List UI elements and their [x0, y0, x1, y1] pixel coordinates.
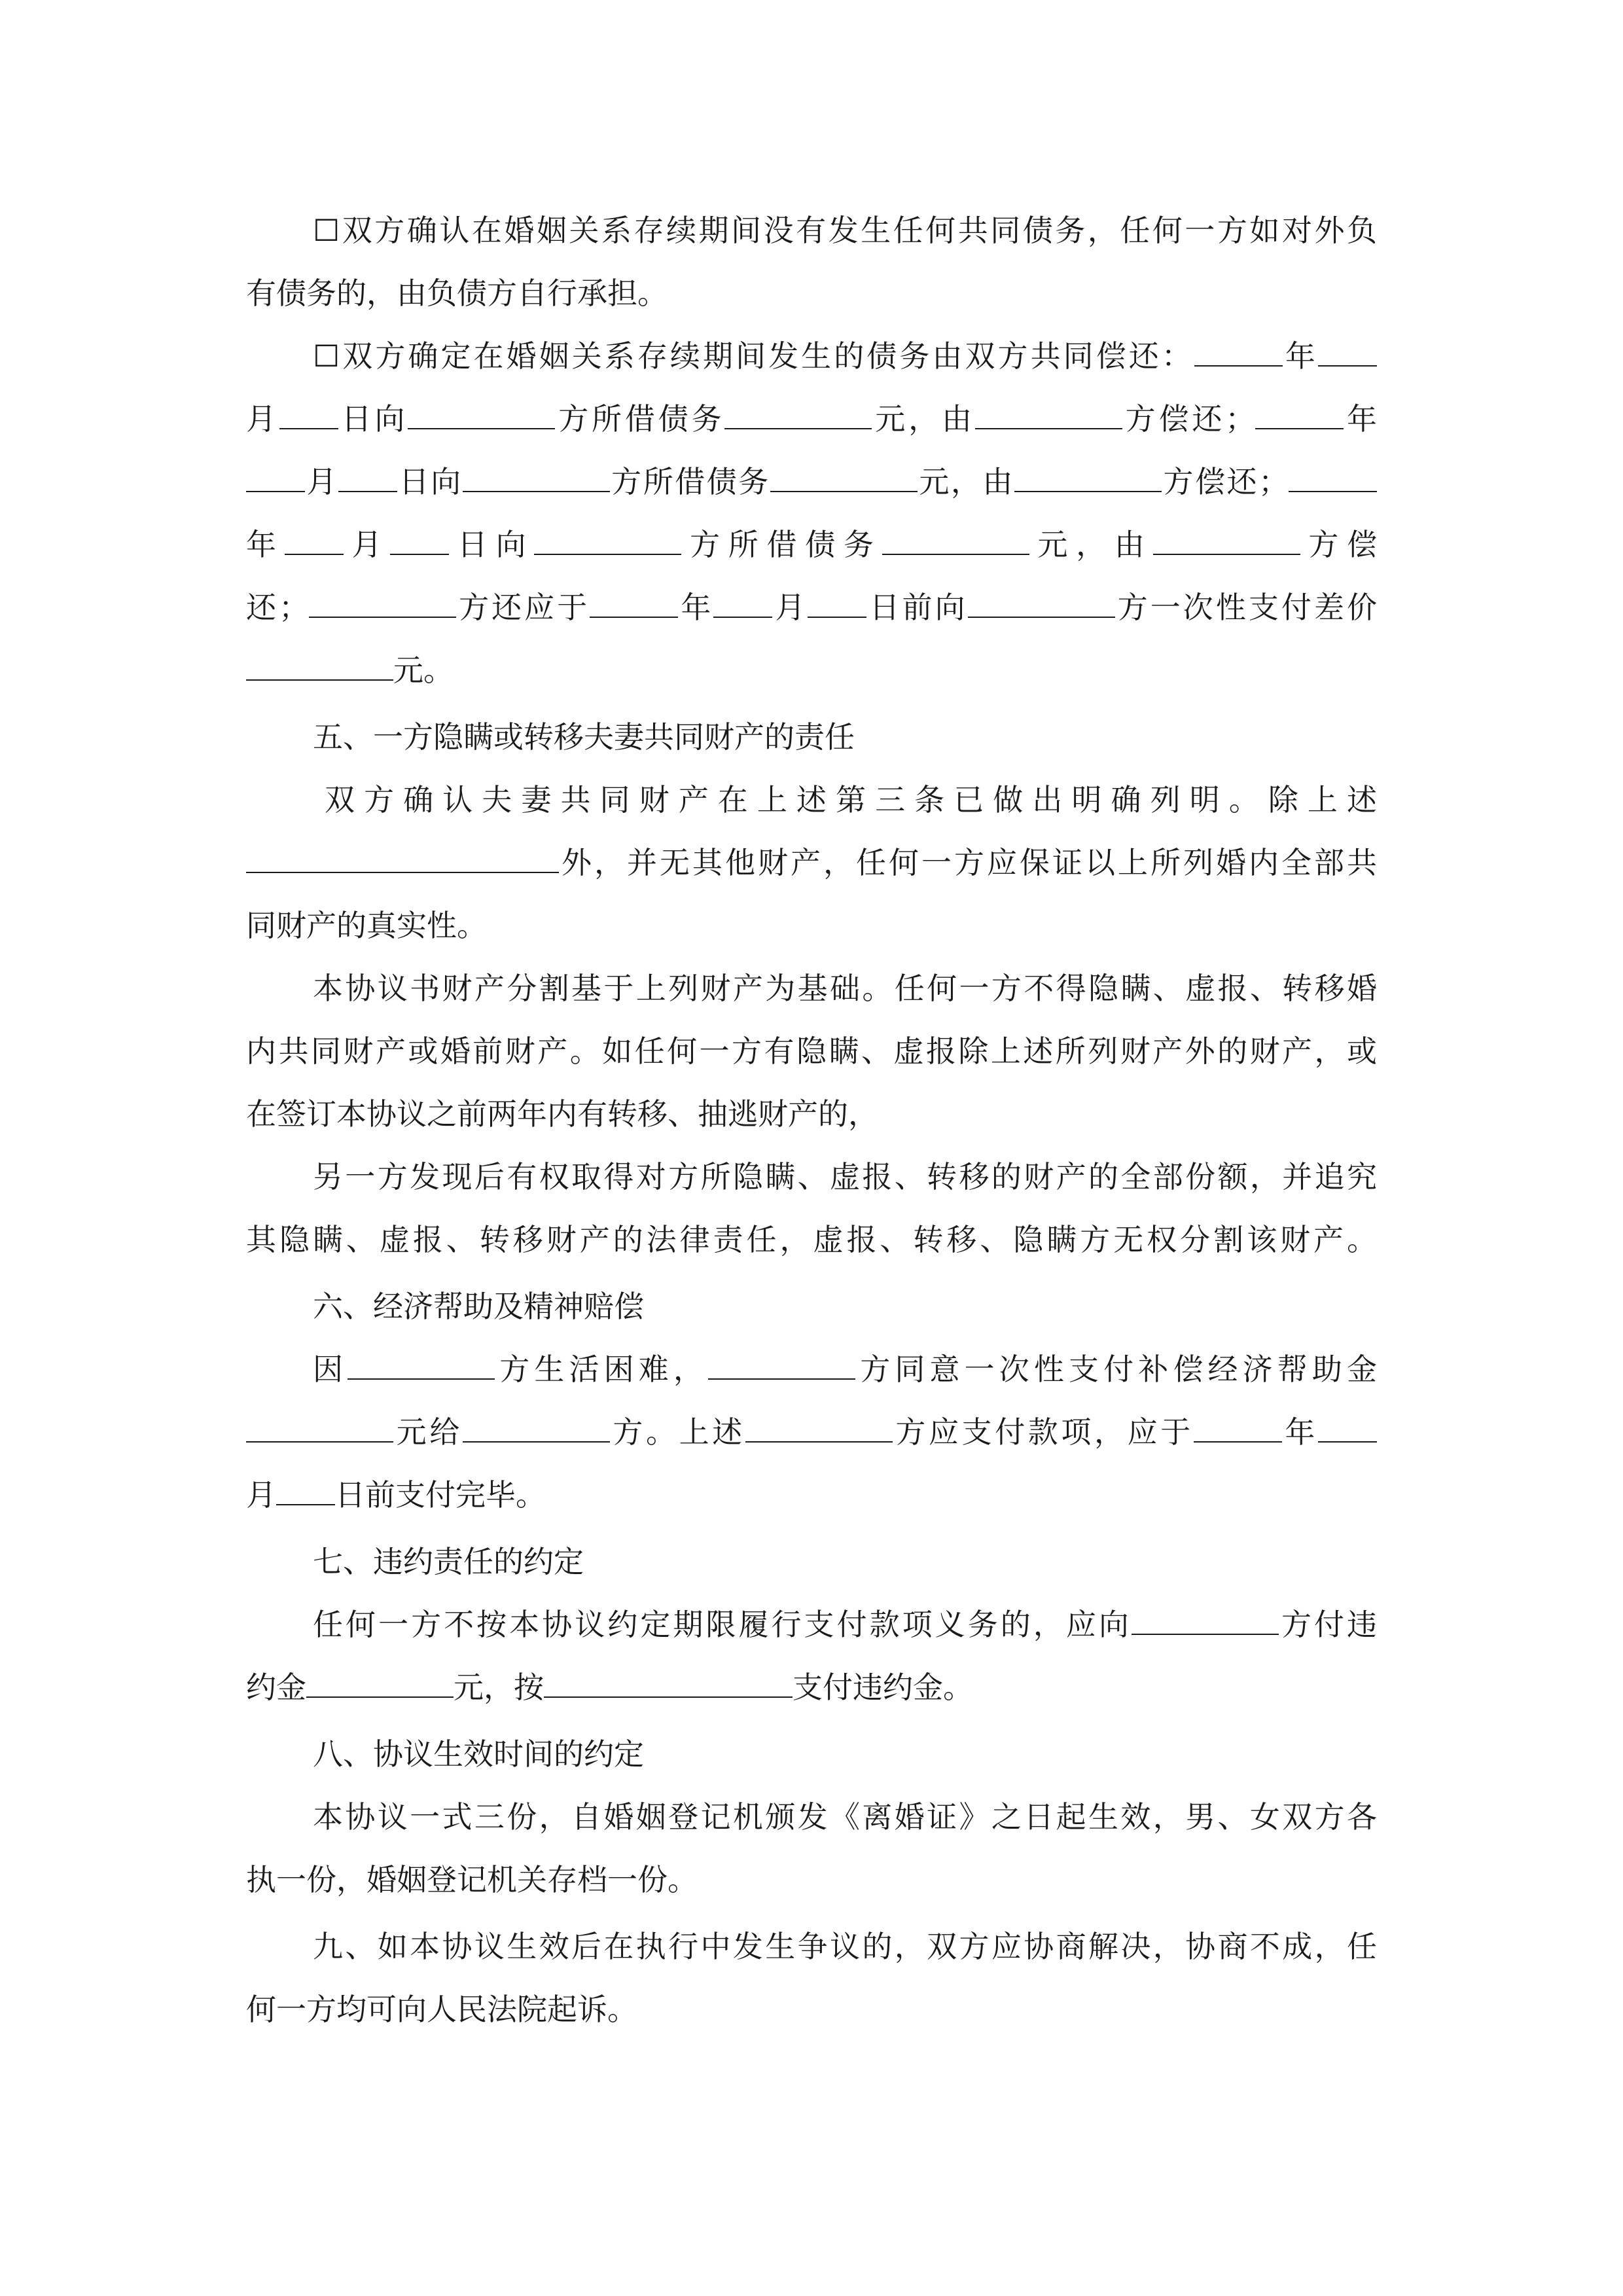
- section5-heading: 五、一方隐瞒或转移夫妻共同财产的责任: [313, 719, 855, 755]
- blank-items[interactable]: [246, 843, 559, 873]
- para2-line3: 月 日向 方所借债务 元，由 方偿还；: [246, 462, 1377, 501]
- blank-party[interactable]: [1132, 1605, 1279, 1635]
- blank-day[interactable]: [808, 588, 866, 618]
- blank-party[interactable]: [348, 1350, 495, 1380]
- blank-year[interactable]: [1289, 462, 1377, 492]
- section7-heading: 七、违约责任的约定: [313, 1544, 584, 1579]
- section6-line1: 因 方生活困难， 方同意一次性支付补偿经济帮助金: [313, 1350, 1377, 1389]
- blank-lender[interactable]: [408, 399, 555, 429]
- blank-month[interactable]: [246, 462, 305, 492]
- section8-line2: 执一份，婚姻登记机关存档一份。: [246, 1862, 698, 1897]
- para2-line6: 元。: [246, 651, 1377, 690]
- blank-amount[interactable]: [770, 462, 918, 492]
- section6-line2: 元给 方。上述 方应支付款项，应于 年: [246, 1412, 1377, 1452]
- blank-year[interactable]: [1194, 336, 1283, 367]
- blank-rate[interactable]: [544, 1668, 793, 1698]
- para1-line1: ☐双方确认在婚姻关系存续期间没有发生任何共同债务，任何一方如对外负: [313, 213, 1377, 248]
- blank-lender[interactable]: [534, 525, 681, 555]
- blank-amount[interactable]: [246, 651, 393, 681]
- para1-line2: 有债务的，由负债方自行承担。: [246, 276, 668, 311]
- blank-party[interactable]: [463, 1412, 610, 1443]
- blank-day[interactable]: [338, 462, 397, 492]
- blank-amount[interactable]: [724, 399, 872, 429]
- section5-p3-line2: 其隐瞒、虚报、转移财产的法律责任，虚报、转移、隐瞒方无权分割该财产。: [246, 1222, 1377, 1257]
- blank-party[interactable]: [968, 588, 1115, 618]
- blank-party[interactable]: [309, 588, 456, 618]
- blank-amount[interactable]: [882, 525, 1029, 555]
- blank-day[interactable]: [279, 399, 338, 429]
- section9-line1: 九、如本协议生效后在执行中发生争议的，双方应协商解决，协商不成，任: [313, 1929, 1377, 1964]
- para2-line1: ☐双方确定在婚姻关系存续期间发生的债务由双方共同偿还： 年: [313, 336, 1377, 376]
- blank-day[interactable]: [276, 1475, 335, 1505]
- section6-line3: 月 日前支付完毕。: [246, 1475, 1377, 1515]
- blank-month[interactable]: [1318, 1412, 1377, 1443]
- blank-month[interactable]: [713, 588, 772, 618]
- blank-party[interactable]: [708, 1350, 855, 1380]
- blank-year[interactable]: [1255, 399, 1344, 429]
- section9-line2: 何一方均可向人民法院起诉。: [246, 1992, 637, 2027]
- section5-p2-line3: 在签订本协议之前两年内有转移、抽逃财产的，: [246, 1096, 878, 1132]
- blank-party[interactable]: [745, 1412, 893, 1443]
- blank-lender[interactable]: [463, 462, 610, 492]
- para2-line2: 月 日向 方所借债务 元，由 方偿还； 年: [246, 399, 1377, 439]
- section7-line1: 任何一方不按本协议约定期限履行支付款项义务的，应向 方付违: [313, 1605, 1377, 1644]
- blank-month[interactable]: [1318, 336, 1377, 367]
- para2-line4: 年 月 日向 方所借债务 元，由 方偿: [246, 525, 1377, 564]
- blank-repayer[interactable]: [1014, 462, 1162, 492]
- section6-heading: 六、经济帮助及精神赔偿: [313, 1289, 644, 1324]
- section5-p1-line2: 外，并无其他财产，任何一方应保证以上所列婚内全部共: [246, 843, 1377, 882]
- blank-year[interactable]: [590, 588, 678, 618]
- section5-p3-line1: 另一方发现后有权取得对方所隐瞒、虚报、转移的财产的全部份额，并追究: [313, 1159, 1377, 1194]
- blank-day[interactable]: [390, 525, 449, 555]
- section5-p2-line2: 内共同财产或婚前财产。如任何一方有隐瞒、虚报除上述所列财产外的财产，或: [246, 1033, 1377, 1069]
- section5-p2-line1: 本协议书财产分割基于上列财产为基础。任何一方不得隐瞒、虚报、转移婚: [313, 971, 1377, 1006]
- blank-repayer[interactable]: [1153, 525, 1300, 555]
- section8-heading: 八、协议生效时间的约定: [313, 1736, 644, 1772]
- section7-line2: 约金 元，按 支付违约金。: [246, 1668, 1377, 1707]
- section8-line1: 本协议一式三份，自婚姻登记机颁发《离婚证》之日起生效，男、女双方各: [313, 1799, 1377, 1835]
- blank-amount[interactable]: [246, 1412, 393, 1443]
- para2-line5: 还； 方还应于 年 月 日前向 方一次性支付差价: [246, 588, 1377, 627]
- blank-month[interactable]: [285, 525, 344, 555]
- section5-p1-line1: 双方确认夫妻共同财产在上述第三条已做出明确列明。除上述: [325, 782, 1377, 817]
- blank-year[interactable]: [1194, 1412, 1282, 1443]
- section5-p1-line3: 同财产的真实性。: [246, 908, 487, 943]
- blank-repayer[interactable]: [975, 399, 1122, 429]
- blank-amount[interactable]: [306, 1668, 454, 1698]
